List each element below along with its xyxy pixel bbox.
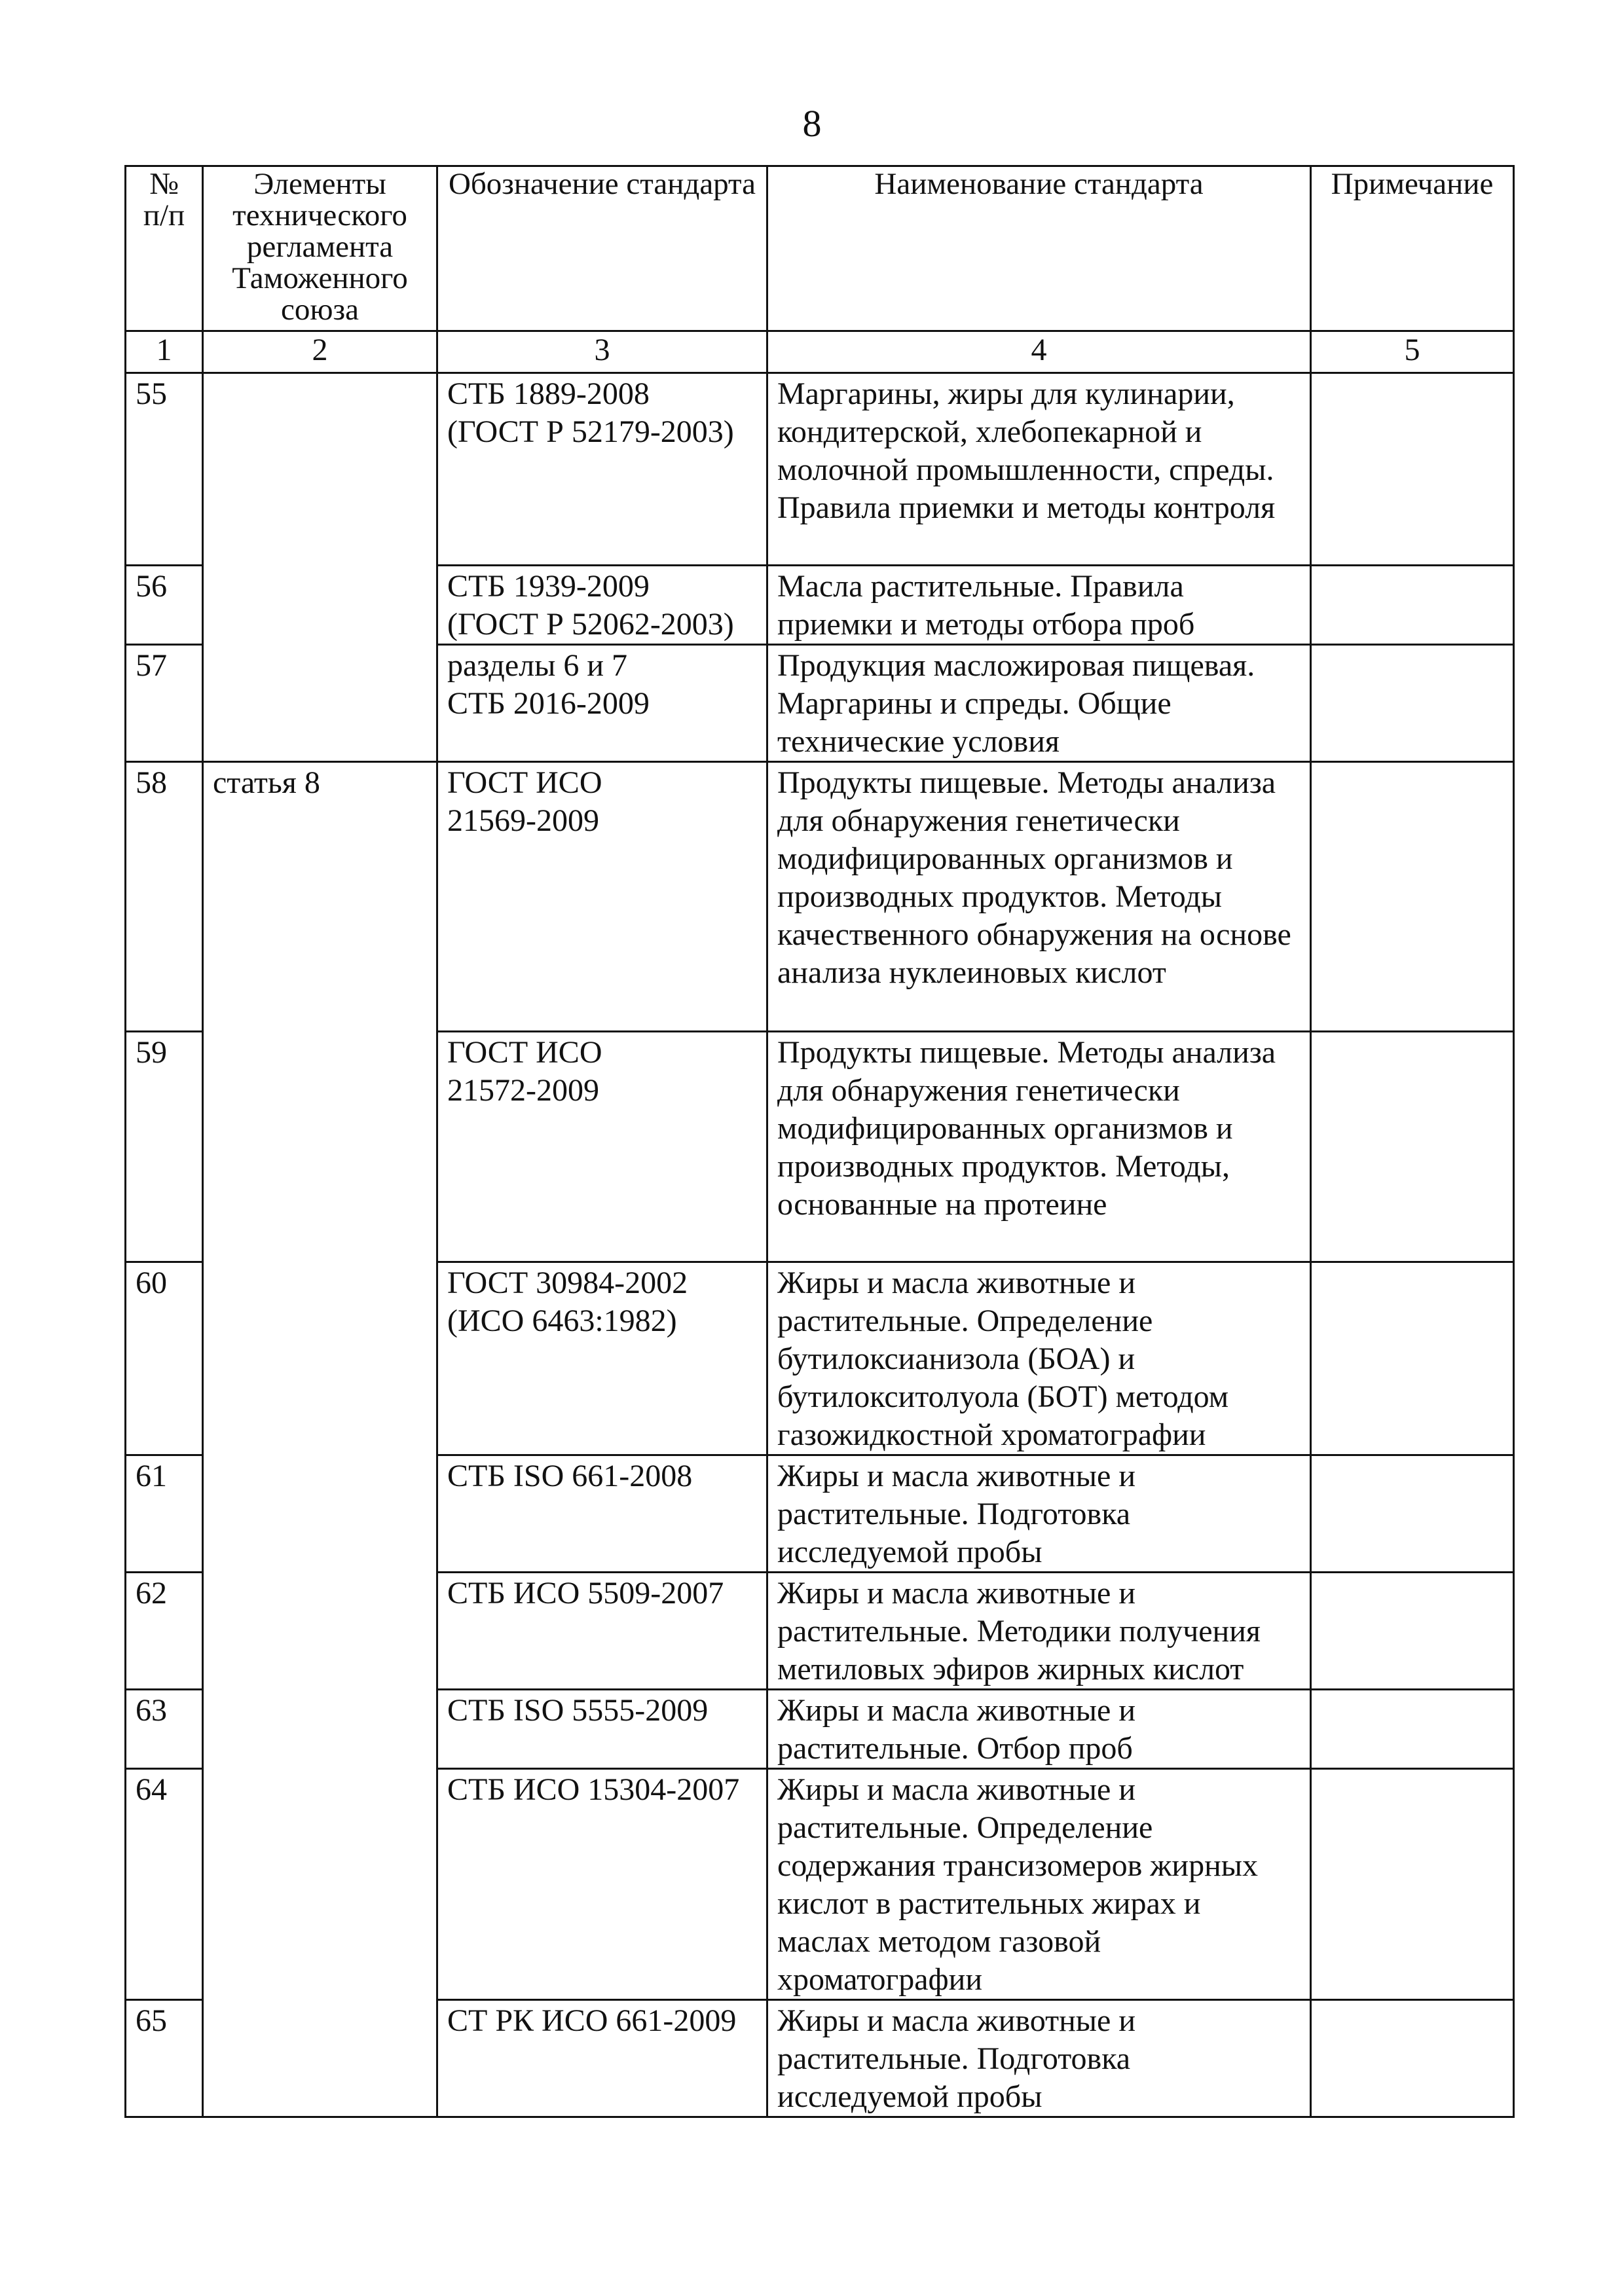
header-standard-name: Наименование стандарта	[767, 166, 1311, 331]
header-designation: Обозначение стандарта	[437, 166, 767, 331]
column-number: 3	[437, 331, 767, 373]
standard-name: Жиры и масла животные и растительные. Определение бутилоксианизола (БОА) и бутилокситолуола (БОТ) методом газожидкостной хроматографии	[767, 1262, 1311, 1455]
row-number: 61	[126, 1455, 203, 1573]
standard-name: Жиры и масла животные и растительные. Подготовка исследуемой пробы	[767, 2000, 1311, 2117]
row-number: 60	[126, 1262, 203, 1455]
table-row	[126, 762, 1514, 1032]
table-header-row	[126, 166, 1514, 331]
standard-name: Продукты пищевые. Методы анализа для обнаружения генетически модифицированных организмов и производных продуктов. Методы, основанные на протеине	[767, 1032, 1311, 1262]
header-number: № п/п	[126, 166, 203, 331]
note-cell	[1311, 1690, 1514, 1769]
note-cell	[1311, 566, 1514, 645]
standard-designation: СТБ 1939-2009 (ГОСТ Р 52062-2003)	[437, 566, 767, 645]
note-cell	[1311, 1573, 1514, 1690]
column-number: 2	[203, 331, 437, 373]
row-number: 57	[126, 645, 203, 762]
column-number: 4	[767, 331, 1311, 373]
column-number-row	[126, 331, 1514, 373]
standard-name: Жиры и масла животные и растительные. Определение содержания трансизомеров жирных кислот в растительных жирах и маслах методом газовой хроматографии	[767, 1769, 1311, 2000]
row-number: 62	[126, 1573, 203, 1690]
note-cell	[1311, 762, 1514, 1032]
standard-designation: СТБ ISO 5555-2009	[437, 1690, 767, 1769]
standard-designation: ГОСТ 30984-2002 (ИСО 6463:1982)	[437, 1262, 767, 1455]
standard-name: Жиры и масла животные и растительные. Подготовка исследуемой пробы	[767, 1455, 1311, 1573]
row-number: 55	[126, 373, 203, 566]
standard-name: Продукты пищевые. Методы анализа для обнаружения генетически модифицированных организмов и производных продуктов. Методы качественного обнаружения на основе анализа нуклеиновых кислот	[767, 762, 1311, 1032]
row-number: 56	[126, 566, 203, 645]
column-number: 1	[126, 331, 203, 373]
note-cell	[1311, 645, 1514, 762]
note-cell	[1311, 2000, 1514, 2117]
note-cell	[1311, 1262, 1514, 1455]
row-number: 63	[126, 1690, 203, 1769]
note-cell	[1311, 373, 1514, 566]
note-cell	[1311, 1455, 1514, 1573]
header-elements: Элементы технического регламента Таможенного союза	[203, 166, 437, 331]
element-cell: статья 8	[203, 762, 437, 2117]
page-number: 8	[802, 102, 822, 145]
standard-name: Жиры и масла животные и растительные. Отбор проб	[767, 1690, 1311, 1769]
row-number: 58	[126, 762, 203, 1032]
table-row	[126, 373, 1514, 566]
standard-name: Продукция масложировая пищевая. Маргарины и спреды. Общие технические условия	[767, 645, 1311, 762]
standard-name: Жиры и масла животные и растительные. Методики получения метиловых эфиров жирных кислот	[767, 1573, 1311, 1690]
standard-designation: ГОСТ ИСО 21569-2009	[437, 762, 767, 1032]
standard-designation: СТБ 1889-2008 (ГОСТ Р 52179-2003)	[437, 373, 767, 566]
row-number: 59	[126, 1032, 203, 1262]
standard-designation: разделы 6 и 7 СТБ 2016-2009	[437, 645, 767, 762]
element-cell	[203, 373, 437, 762]
note-cell	[1311, 1032, 1514, 1262]
column-number: 5	[1311, 331, 1514, 373]
standard-name: Масла растительные. Правила приемки и методы отбора проб	[767, 566, 1311, 645]
header-note: Примечание	[1311, 166, 1514, 331]
standards-table	[124, 165, 1515, 2118]
standard-designation: СТ РК ИСО 661-2009	[437, 2000, 767, 2117]
standard-designation: ГОСТ ИСО 21572-2009	[437, 1032, 767, 1262]
standard-name: Маргарины, жиры для кулинарии, кондитерской, хлебопекарной и молочной промышленности, спреды. Правила приемки и методы контроля	[767, 373, 1311, 566]
row-number: 65	[126, 2000, 203, 2117]
standard-designation: СТБ ИСО 5509-2007	[437, 1573, 767, 1690]
row-number: 64	[126, 1769, 203, 2000]
note-cell	[1311, 1769, 1514, 2000]
standard-designation: СТБ ИСО 15304-2007	[437, 1769, 767, 2000]
standard-designation: СТБ ISO 661-2008	[437, 1455, 767, 1573]
